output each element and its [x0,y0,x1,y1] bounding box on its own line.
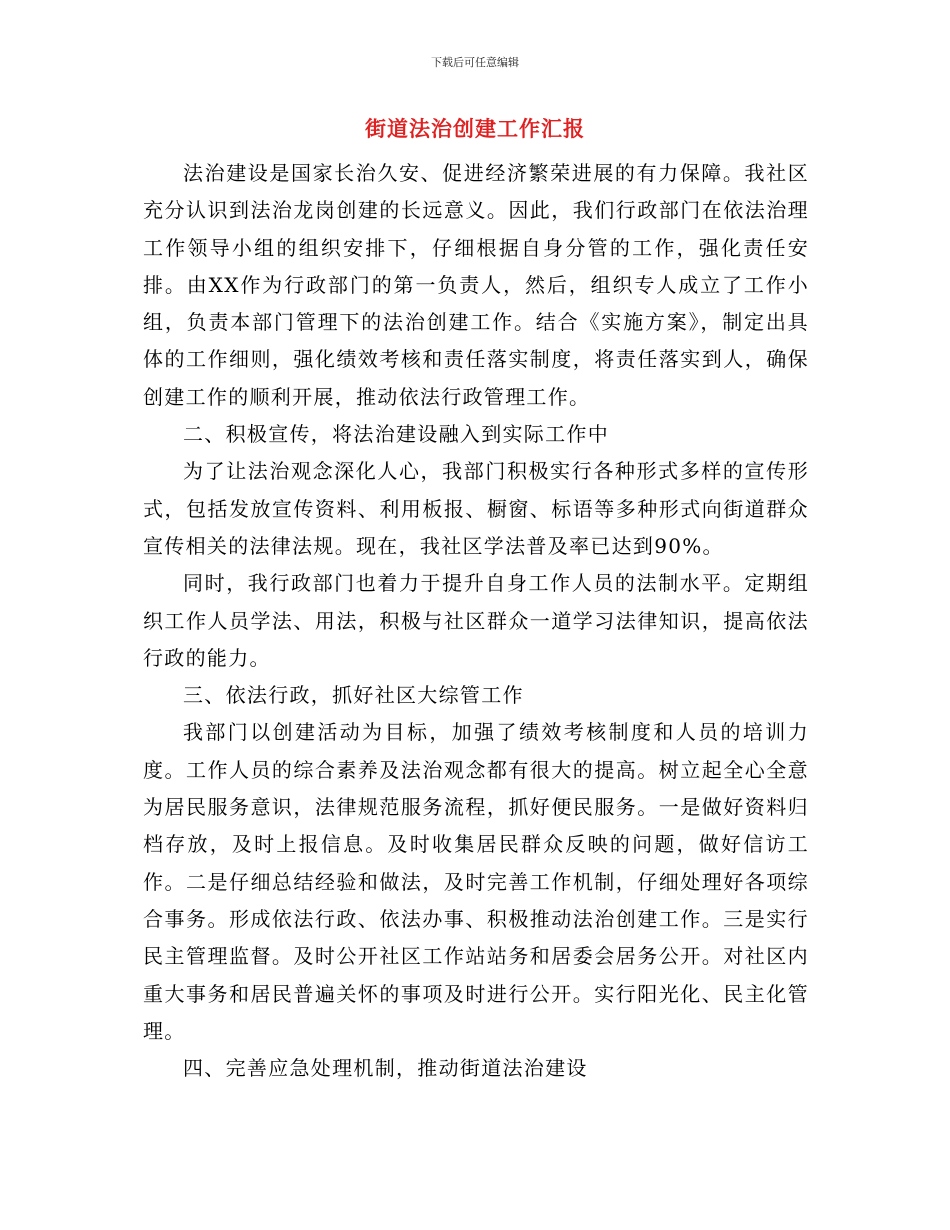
section-heading-2: 二、积极宣传，将法治建设融入到实际工作中 [183,422,609,447]
section-heading-3: 三、依法行政，抓好社区大综管工作 [183,683,524,708]
document-title: 街道法治创建工作汇报 [365,116,585,141]
paragraph-administration: 我部门以创建活动为目标，加强了绩效考核制度和人员的培训力度。工作人员的综合素养及法治观念都有很大的提高。树立起全心全意为居民服务意识，法律规范服务流程，抓好便民服务。一是做好资料归档存放，及时上报信息。及时收集居民群众反映的问题，做好信访工作。二是仔细总结经验和做法，及时完善工作机制，仔细处理好各项综合事务。形成依法行政、依法办事、积极推动法治创建工作。三是实行民主管理监督。及时公开社区工作站站务和居委会居务公开。对社区内重大事务和居民普遍关怀的事项及时进行公开。实行阳光化、民主化管理。 [143,720,809,1043]
section-heading-4: 四、完善应急处理机制，推动街道法治建设 [183,1056,588,1081]
document-body [143,155,809,1087]
paragraph-intro: 法治建设是国家长治久安、促进经济繁荣进展的有力保障。我社区充分认识到法治龙岗创建的长远意义。因此，我们行政部门在依法治理工作领导小组的组织安排下，仔细根据自身分管的工作，强化责任安排。由XX作为行政部门的第一负责人，然后，组织专人成立了工作小组，负责本部门管理下的法治创建工作。结合《实施方案》，制定出具体的工作细则，强化绩效考核和责任落实制度，将责任落实到人，确保创建工作的顺利开展，推动依法行政管理工作。 [143,161,809,409]
paragraph-staff-training: 同时，我行政部门也着力于提升自身工作人员的法制水平。定期组织工作人员学法、用法，积极与社区群众一道学习法律知识，提高依法行政的能力。 [143,571,809,670]
header-note: 下载后可任意编辑 [431,56,519,69]
paragraph-publicity: 为了让法治观念深化人心，我部门积极实行各种形式多样的宣传形式，包括发放宣传资料、利用板报、橱窗、标语等多种形式向街道群众宣传相关的法律法规。现在，我社区学法普及率已达到90%。 [143,459,809,558]
